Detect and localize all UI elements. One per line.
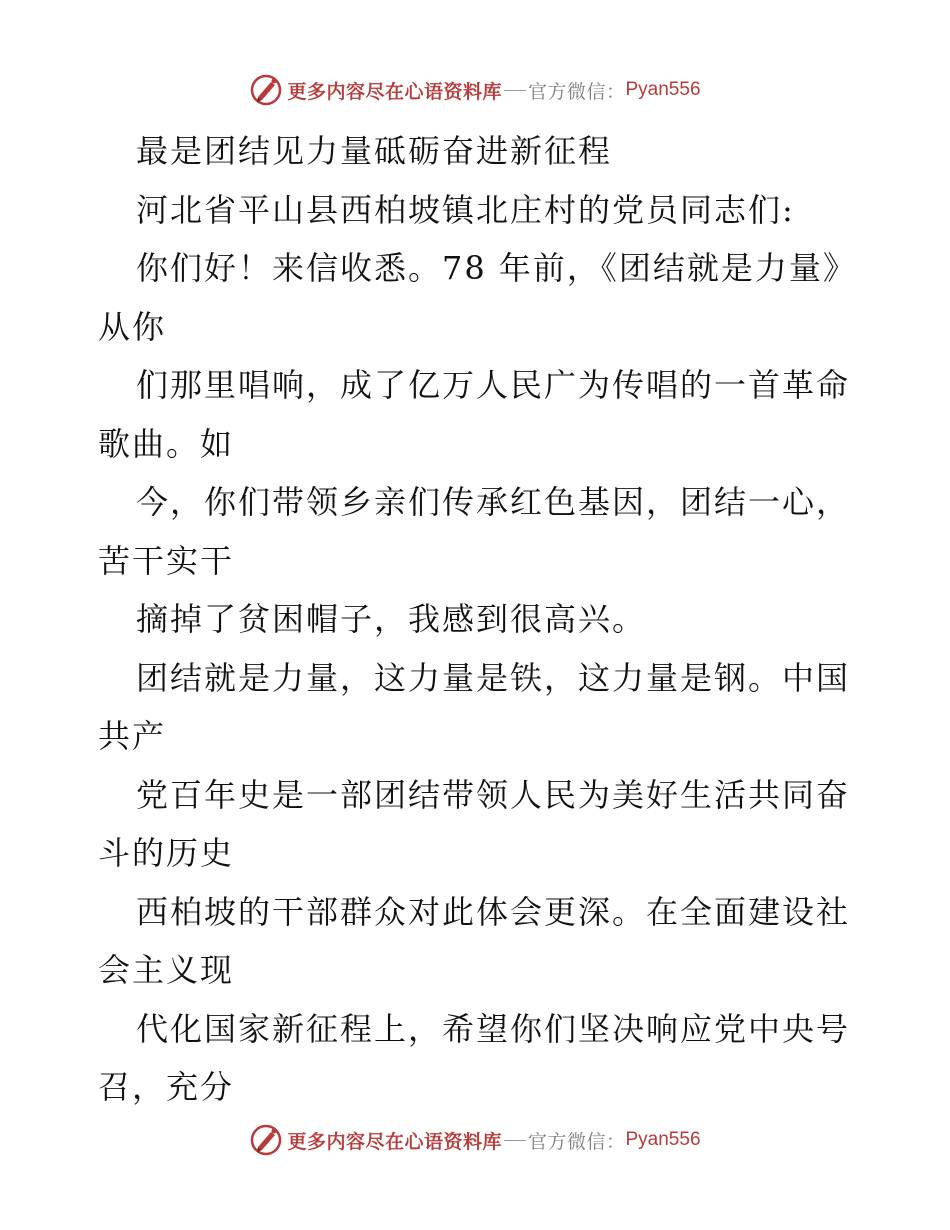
wechat-label: 官方微信： xyxy=(527,80,626,103)
document-paragraph: 西柏坡的干部群众对此体会更深。在全面建设社会主义现 xyxy=(98,892,851,989)
document-paragraph: 河北省平山县西柏坡镇北庄村的党员同志们: xyxy=(136,190,795,229)
footer-banner[interactable] xyxy=(0,1120,950,1160)
document-paragraph: 党百年史是一部团结带领人民为美好生活共同奋斗的历史 xyxy=(98,775,851,872)
pen-logo-icon xyxy=(249,73,283,107)
wechat-id: Pyan556 xyxy=(625,1129,701,1150)
wechat-id: Pyan556 xyxy=(625,79,701,100)
header-banner[interactable] xyxy=(0,70,950,110)
document-paragraph: 团结就是力量，这力量是铁，这力量是钢。中国共产 xyxy=(98,658,851,755)
banner-text: 更多内容尽在心语资料库 xyxy=(287,80,502,103)
document-paragraph: 最是团结见力量砥砺奋进新征程 xyxy=(136,132,613,170)
banner-text: 更多内容尽在心语资料库 xyxy=(287,1130,502,1153)
document-paragraph: 你们好！来信收悉。78 年前，《团结就是力量》从你 xyxy=(98,249,857,346)
document-paragraph: 摘掉了贫困帽子，我感到很高兴。 xyxy=(136,600,647,638)
banner-divider xyxy=(504,1140,526,1141)
banner-divider xyxy=(504,90,526,91)
document-paragraph: 今，你们带领乡亲们传承红色基因，团结一心，苦干实干 xyxy=(98,483,851,580)
document-paragraph: 们那里唱响，成了亿万人民广为传唱的一首革命歌曲。如 xyxy=(98,366,851,463)
document-body xyxy=(98,122,858,1117)
wechat-label: 官方微信： xyxy=(527,1130,626,1153)
document-paragraph: 代化国家新征程上，希望你们坚决响应党中央号召，充分 xyxy=(98,1009,851,1106)
pen-logo-icon xyxy=(249,1123,283,1157)
